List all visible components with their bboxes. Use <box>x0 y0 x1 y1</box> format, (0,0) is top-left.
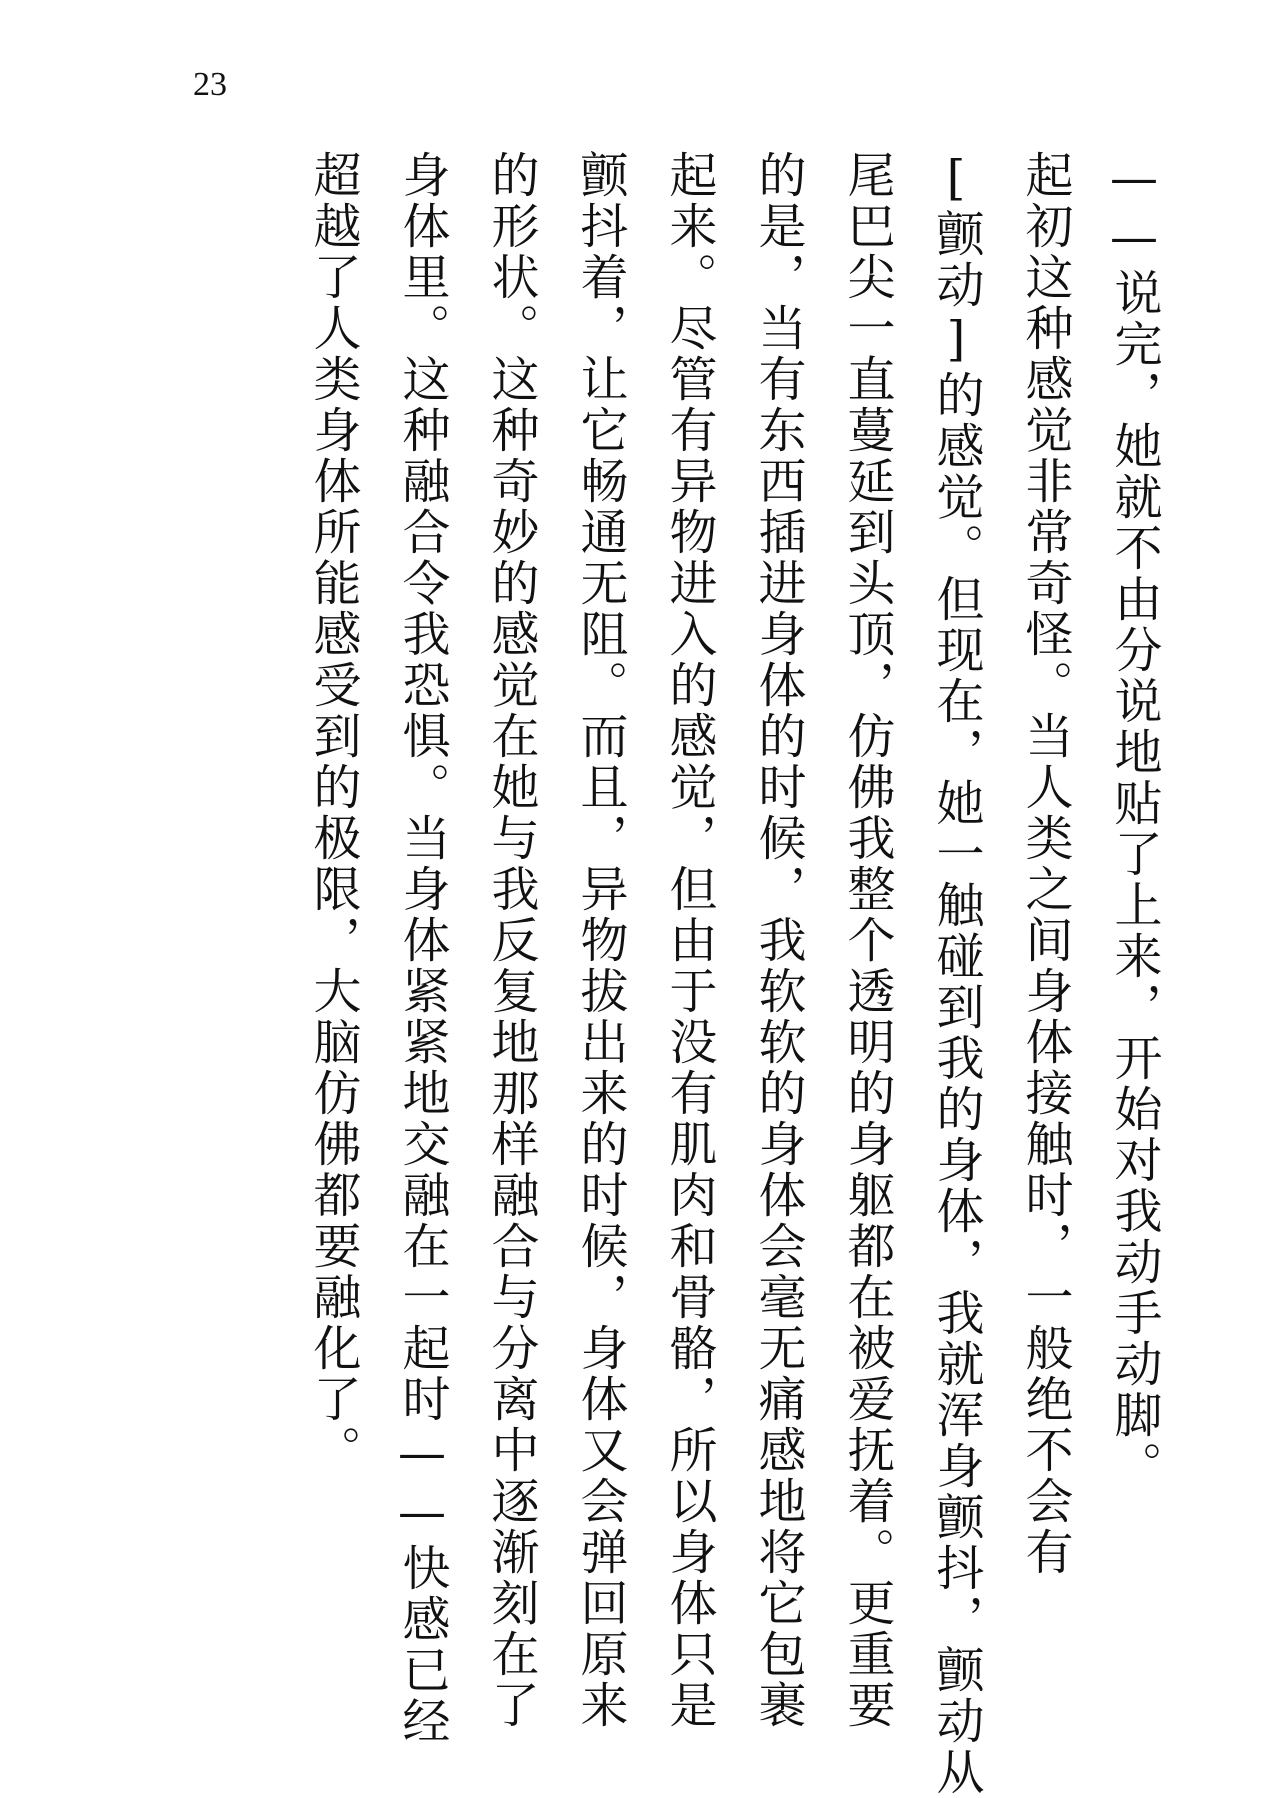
text-column-4: 尾巴尖一直蔓延到头顶，仿佛我整个透明的身躯都在被爱抚着。更重要 <box>839 150 895 1731</box>
text-column-8: 的形状。这种奇妙的感觉在她与我反复地那样融合与分离中逐渐刻在了 <box>483 150 539 1731</box>
text-column-9: 身体里。这种融合令我恐惧。当身体紧紧地交融在一起时——快感已经 <box>394 150 450 1747</box>
text-column-5: 的是，当有东西插进身体的时候，我软软的身体会毫无痛感地将它包裹 <box>750 150 806 1731</box>
text-column-10: 超越了人类身体所能感受到的极限，大脑仿佛都要融化了。 <box>305 150 361 1476</box>
text-column-7: 颤抖着，让它畅通无阻。而且，异物拔出来的时候，身体又会弹回原来 <box>572 150 628 1731</box>
text-column-1: ——说完，她就不由分说地贴了上来，开始对我动手动脚。 <box>1106 150 1162 1492</box>
vertical-body-text <box>0 150 1280 1798</box>
page-number: 23 <box>193 66 227 103</box>
text-column-3: [颤动]的感觉。但现在，她一触碰到我的身体，我就浑身颤抖，颤动从 <box>928 150 984 1798</box>
text-column-2: 起初这种感觉非常奇怪。当人类之间身体接触时，一般绝不会有 <box>1017 150 1073 1578</box>
text-column-6: 起来。尽管有异物进入的感觉，但由于没有肌肉和骨骼，所以身体只是 <box>661 150 717 1731</box>
